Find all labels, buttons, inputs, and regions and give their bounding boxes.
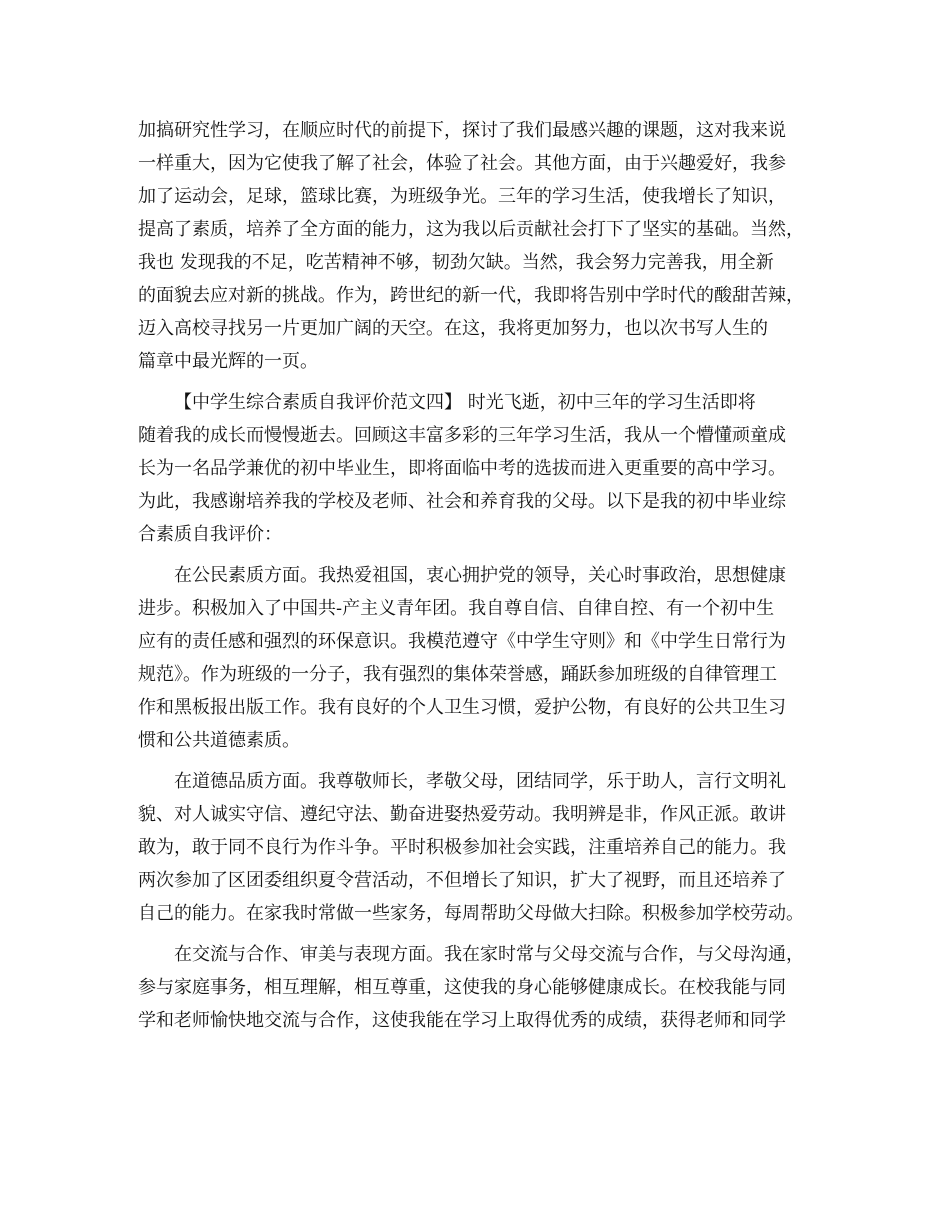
document-body (138, 114, 828, 1037)
text-line: 长为一名品学兼优的初中毕业生，即将面临中考的选拔而进入更重要的高中学习。 (138, 458, 786, 479)
paragraph-gap (138, 757, 828, 765)
text-line: 合素质自我评价： (138, 524, 282, 545)
text-line: 篇章中最光辉的一页。 (138, 351, 318, 372)
text-line: 进步。积极加入了中国共-产主义青年团。我自尊自信、自律自控、有一个初中生 (138, 598, 775, 619)
text-line: 加了运动会，足球，篮球比赛，为班级争光。三年的学习生活，使我增长了知识， (138, 186, 786, 207)
text-line: 加搞研究性学习，在顺应时代的前提下，探讨了我们最感兴趣的课题，这对我来说 (138, 120, 786, 141)
paragraph-gap (138, 551, 828, 559)
text-line: 我也 发现我的不足，吃苦精神不够，韧劲欠缺。当然，我会努力完善我，用全新 (138, 252, 774, 273)
text-line: 貌、对人诚实守信、遵纪守法、勤奋进娶热爱劳动。我明辨是非，作风正派。敢讲 (138, 804, 786, 825)
text-line: 敢为，敢于同不良行为作斗争。平时积极参加社会实践，注重培养自己的能力。我 (138, 837, 786, 858)
paragraph-gap (138, 378, 828, 386)
text-line: 的面貌去应对新的挑战。作为，跨世纪的新一代，我即将告别中学时代的酸甜苦辣， (138, 285, 804, 306)
paragraph (138, 938, 828, 1037)
text-line: 惯和公共道德素质。 (138, 730, 300, 751)
paragraph-gap (138, 930, 828, 938)
text-line: 提高了素质，培养了全方面的能力，这为我以后贡献社会打下了坚实的基础。当然， (138, 219, 804, 240)
text-line: 自己的能力。在家我时常做一些家务，每周帮助父母做大扫除。积极参加学校劳动。 (138, 903, 804, 924)
paragraph (138, 559, 828, 757)
text-line: 规范》。作为班级的一分子，我有强烈的集体荣誉感，踊跃参加班级的自律管理工 (138, 664, 777, 685)
text-line: 一样重大，因为它使我了解了社会，体验了社会。其他方面，由于兴趣爱好，我参 (138, 153, 786, 174)
text-line: 在道德品质方面。我尊敬师长，孝敬父母，团结同学，乐于助人，言行文明礼 (174, 771, 786, 792)
text-line: 为此，我感谢培养我的学校及老师、社会和养育我的父母。以下是我的初中毕业综 (138, 491, 786, 512)
paragraph (138, 114, 828, 378)
text-line: 参与家庭事务，相互理解，相互尊重，这使我的身心能够健康成长。在校我能与同 (138, 977, 786, 998)
text-line: 随着我的成长而慢慢逝去。回顾这丰富多彩的三年学习生活，我从一个懵懂顽童成 (138, 425, 786, 446)
text-line: 学和老师愉快地交流与合作，这使我能在学习上取得优秀的成绩，获得老师和同学 (138, 1010, 786, 1031)
text-line: 在交流与合作、审美与表现方面。我在家时常与父母交流与合作，与父母沟通， (174, 944, 804, 965)
text-line: 作和黑板报出版工作。我有良好的个人卫生习惯，爱护公物，有良好的公共卫生习 (138, 697, 786, 718)
text-line: 迈入高校寻找另一片更加广阔的天空。在这，我将更加努力，也以次书写人生的 (138, 318, 768, 339)
text-line: 两次参加了区团委组织夏令营活动，不但增长了知识，扩大了视野，而且还培养了 (138, 870, 786, 891)
text-line: 【中学生综合素质自我评价范文四】 时光飞逝，初中三年的学习生活即将 (174, 392, 756, 413)
paragraph (138, 765, 828, 930)
text-line: 应有的责任感和强烈的环保意识。我模范遵守《中学生守则》和《中学生日常行为 (138, 631, 786, 652)
paragraph (138, 386, 828, 551)
text-line: 在公民素质方面。我热爱祖国，衷心拥护党的领导，关心时事政治，思想健康 (174, 565, 786, 586)
